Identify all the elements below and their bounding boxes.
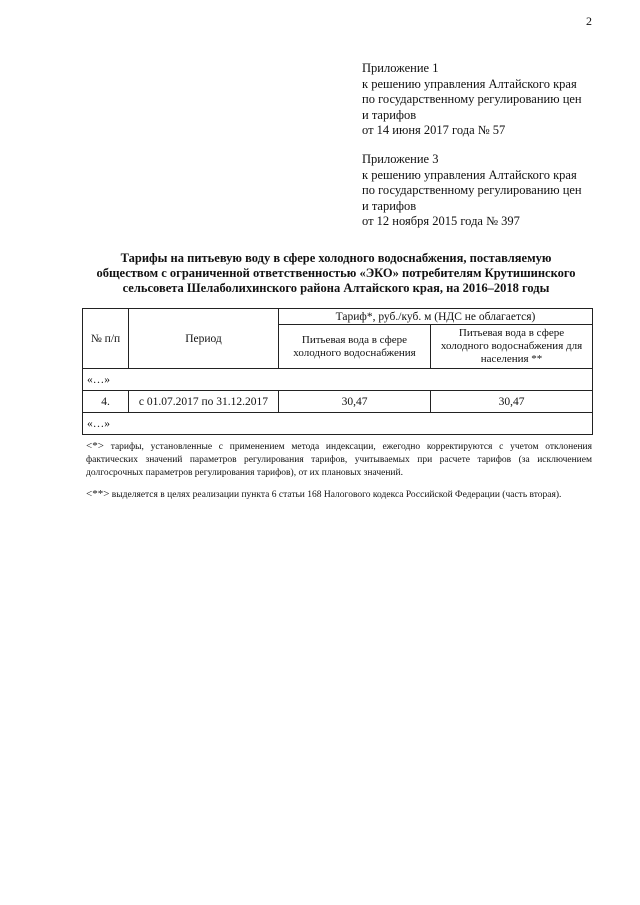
tariff-table [82, 308, 593, 435]
footnote-1-mark: <*> [86, 440, 104, 452]
document-title [80, 251, 592, 296]
appendix-3-line: по государственному регулированию цен [362, 183, 582, 197]
footnote-2 [86, 488, 592, 502]
appendix-3-header [362, 152, 582, 230]
header-number: № п/п [83, 309, 129, 369]
header-tariff: Тариф*, руб./куб. м (НДС не облагается) [279, 309, 593, 325]
header-drinking-water: Питьевая вода в сфере холодного водоснабжения [279, 325, 431, 369]
title-line: Тарифы на питьевую воду в сфере холодного водоснабжения, поставляемую [120, 251, 552, 265]
footnote-2-mark: <**> [86, 488, 110, 500]
row-tariff-value: 30,47 [279, 391, 431, 413]
appendix-1-date: от 14 июня 2017 года № 57 [362, 123, 506, 137]
appendix-1-line: по государственному регулированию цен [362, 92, 582, 106]
row-tariff-population-value: 30,47 [431, 391, 593, 413]
appendix-3-line: и тарифов [362, 198, 417, 213]
header-drinking-water-population: Питьевая вода в сфере холодного водоснабжения для населения ** [431, 325, 593, 369]
ellipsis-row: «…» [83, 369, 593, 391]
title-line: сельсовета Шелаболихинского района Алтайского края, на 2016–2018 годы [122, 281, 550, 295]
row-number: 4. [83, 391, 129, 413]
appendix-1-header [362, 61, 582, 139]
appendix-3-title: Приложение 3 [362, 152, 439, 166]
footnote-1-text: тарифы, установленные с применением метода индексации, ежегодно корректируются с учетом отклонения фактических значений параметров регулирования тарифов, учитываемых при расчете тарифов (за исключением долгосрочных параметров регулирования тарифов), от их плановых значений. [86, 442, 592, 478]
appendix-3-date: от 12 ноября 2015 года № 397 [362, 214, 520, 228]
appendix-1-title: Приложение 1 [362, 61, 439, 75]
title-line: обществом с ограниченной ответственностью «ЭКО» потребителям Крутишинского [96, 266, 576, 280]
row-period: с 01.07.2017 по 31.12.2017 [129, 391, 279, 413]
ellipsis-row: «…» [83, 413, 593, 435]
header-period: Период [129, 309, 279, 369]
footnote-2-text: выделяется в целях реализации пункта 6 статьи 168 Налогового кодекса Российской Федерации (часть вторая). [111, 490, 562, 500]
appendix-3-line: к решению управления Алтайского края [362, 167, 577, 182]
appendix-1-line: к решению управления Алтайского края [362, 76, 577, 91]
footnote-1 [86, 440, 592, 480]
page-number: 2 [586, 14, 592, 28]
appendix-1-line: и тарифов [362, 107, 417, 122]
